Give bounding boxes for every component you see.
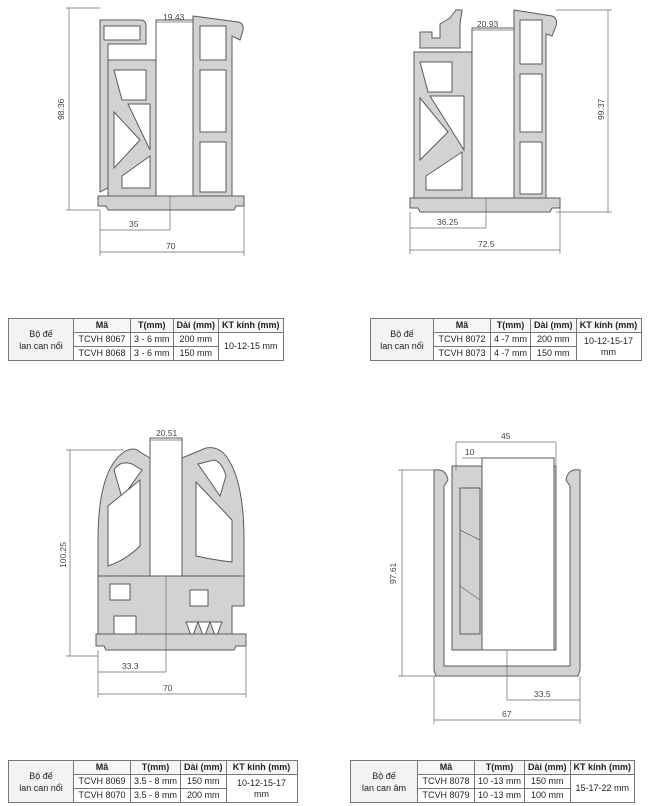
table-group-label: Bộ đế lan can nổi	[371, 319, 434, 361]
col-header-thickness: T(mm)	[491, 319, 531, 333]
profile-8078-glass-slot	[482, 458, 554, 650]
profile-8067-right-hole-c	[200, 142, 226, 192]
col-header-thickness: T(mm)	[475, 761, 525, 775]
glass-size-cell: 15-17-22 mm	[570, 775, 635, 803]
profile-8072-right-hole-a	[520, 20, 542, 64]
dim-8078-top: 45	[501, 431, 511, 441]
profile-8069-lower-hole-b	[114, 616, 136, 634]
profile-8072-hook	[420, 10, 462, 48]
glass-size-cell: 10-12-15 mm	[219, 333, 284, 361]
table-row: TCVH 8072 4 -7 mm 200 mm 10-12-15-17 mm	[371, 333, 642, 347]
profile-8078-drawing	[388, 431, 580, 724]
profile-8078-wedge-strip	[460, 488, 480, 634]
table-row: TCVH 8068 3 - 6 mm 150 mm	[9, 347, 284, 361]
profile-8072-right-hole-c	[520, 142, 542, 194]
dim-8072-bottom-total: 72.5	[478, 239, 495, 249]
dim-8067-bottom-part: 35	[129, 219, 139, 229]
spec-table-8072	[370, 318, 642, 361]
profile-8072-drawing	[410, 10, 612, 254]
dim-8072-top: 20.93	[477, 19, 499, 29]
col-header-length: Dài (mm)	[525, 761, 571, 775]
profile-8069-drawing	[58, 428, 246, 698]
table-row: TCVH 8079 10 -13 mm 100 mm	[351, 789, 635, 803]
dim-8078-bottom-part: 33.5	[534, 689, 551, 699]
profile-8072-base	[410, 198, 560, 212]
spec-table-8078	[350, 760, 635, 803]
dim-8067-top: 19.43	[163, 12, 185, 22]
col-header-glass: KT kính (mm)	[570, 761, 635, 775]
table-row: TCVH 8067 3 - 6 mm 200 mm 10-12-15 mm	[9, 333, 284, 347]
col-header-glass: KT kính (mm)	[576, 319, 641, 333]
table-row: TCVH 8073 4 -7 mm 150 mm	[371, 347, 642, 361]
dim-8069-top: 20.51	[156, 428, 178, 438]
col-header-length: Dài (mm)	[173, 319, 219, 333]
dim-8078-height: 97.61	[388, 562, 398, 584]
col-header-length: Dài (mm)	[531, 319, 577, 333]
profile-8067-drawing	[56, 8, 244, 256]
profile-8067-right-hole-b	[200, 70, 226, 132]
col-header-code: Mã	[74, 319, 131, 333]
profile-8067-channel	[156, 20, 193, 196]
dim-8069-height: 100.25	[58, 542, 68, 568]
profile-8067-right-hole-a	[200, 26, 226, 60]
table-row: TCVH 8070 3.5 - 8 mm 200 mm	[9, 789, 298, 803]
dim-8067-bottom-total: 70	[166, 241, 176, 251]
dim-8072-bottom-part: 36.25	[437, 217, 459, 227]
profile-8069-channel	[150, 438, 182, 576]
col-header-length: Dài (mm)	[181, 761, 227, 775]
table-group-label: Bộ đế lan can nổi	[9, 319, 74, 361]
dim-8072-height: 99.37	[596, 98, 606, 120]
profile-8067-left-slot	[104, 26, 140, 40]
profile-8069-lower-hole-a	[110, 584, 130, 600]
table-row: TCVH 8069 3.5 - 8 mm 150 mm 10-12-15-17 mm	[9, 775, 298, 789]
spec-table-8069	[8, 760, 298, 803]
col-header-glass: KT kính (mm)	[219, 319, 284, 333]
table-row: TCVH 8078 10 -13 mm 150 mm 15-17-22 mm	[351, 775, 635, 789]
table-group-label: Bộ đế lan can nổi	[9, 761, 74, 803]
dim-8069-bottom-total: 70	[163, 683, 173, 693]
col-header-code: Mã	[74, 761, 131, 775]
dim-8078-bottom-total: 67	[502, 709, 512, 719]
profile-8072-channel	[472, 28, 514, 198]
glass-size-cell: 10-12-15-17 mm	[226, 775, 297, 803]
profile-8072-right-hole-b	[520, 74, 542, 132]
profile-8069-base	[96, 634, 246, 650]
col-header-code: Mã	[418, 761, 475, 775]
spec-table-8067	[8, 318, 284, 361]
table-group-label: Bộ đế lan can âm	[351, 761, 418, 803]
glass-size-cell: 10-12-15-17 mm	[576, 333, 641, 361]
col-header-thickness: T(mm)	[131, 761, 181, 775]
col-header-code: Mã	[434, 319, 491, 333]
dim-8069-bottom-part: 33.3	[122, 661, 139, 671]
col-header-thickness: T(mm)	[131, 319, 174, 333]
profile-8069-lower-hole-c	[190, 590, 208, 606]
dim-8078-inner: 10	[465, 447, 475, 457]
profile-8067-base	[98, 196, 244, 210]
col-header-glass: KT kính (mm)	[226, 761, 297, 775]
dim-8067-height: 98.36	[56, 98, 66, 120]
